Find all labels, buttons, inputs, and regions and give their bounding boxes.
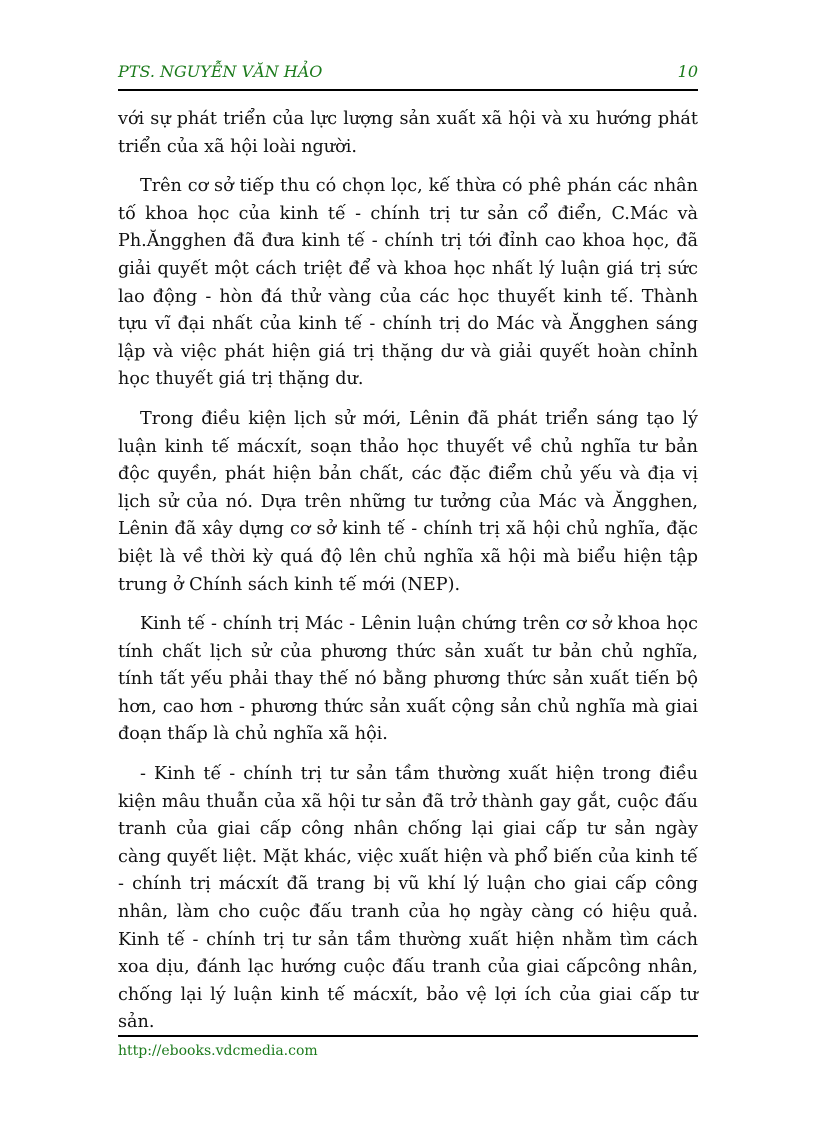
paragraph: Trong điều kiện lịch sử mới, Lênin đã phát triển sáng tạo lý luận kinh tế mácxít, soạn thảo học thuyết về chủ nghĩa tư bản độc quyền, phát hiện bản chất, các đặc điểm chủ yếu và địa vị lịch sử của nó. Dựa trên những tư tưởng của Mác và Ăngghen, Lênin đã xây dựng cơ sở kinh tế - chính trị xã hội chủ nghĩa, đặc biệt là về thời kỳ quá độ lên chủ nghĩa xã hội mà biểu hiện tập trung ở Chính sách kinh tế mới (NEP). xyxy=(118,408,698,595)
paragraph: - Kinh tế - chính trị tư sản tầm thường xuất hiện trong điều kiện mâu thuẫn của xã hội tư sản đã trở thành gay gắt, cuộc đấu tranh của giai cấp công nhân chống lại giai cấp tư sản ngày càng quyết liệt. Mặt khác, việc xuất hiện và phổ biến của kinh tế - chính trị mácxít đã trang bị vũ khí lý luận cho giai cấp công nhân, làm cho cuộc đấu tranh của họ ngày càng có hiệu quả. Kinh tế - chính trị tư sản tầm thường xuất hiện nhằm tìm cách xoa dịu, đánh lạc hướng cuộc đấu tranh của giai cấpcông nhân, chống lại lý luận kinh tế mácxít, bảo vệ lợi ích của giai cấp tư sản. xyxy=(118,764,698,1033)
page-body xyxy=(118,106,698,1049)
footer-link[interactable]: http://ebooks.vdcmedia.com xyxy=(118,1043,318,1059)
paragraph: Kinh tế - chính trị Mác - Lênin luận chứng trên cơ sở khoa học tính chất lịch sử của phương thức sản xuất tư bản chủ nghĩa, tính tất yếu phải thay thế nó bằng phương thức sản xuất tiến bộ hơn, cao hơn - phương thức sản xuất cộng sản chủ nghĩa mà giai đoạn thấp là chủ nghĩa xã hội. xyxy=(118,614,698,745)
footer-divider xyxy=(118,1035,698,1037)
page-header xyxy=(118,62,698,86)
header-divider xyxy=(118,89,698,91)
paragraph-continuation: với sự phát triển của lực lượng sản xuất xã hội và xu hướng phát triển của xã hội loài người. xyxy=(118,109,698,157)
header-author: PTS. NGUYỄN VĂN HẢO xyxy=(118,62,323,81)
page-number: 10 xyxy=(677,62,698,81)
paragraph: Trên cơ sở tiếp thu có chọn lọc, kế thừa có phê phán các nhân tố khoa học của kinh tế - chính trị tư sản cổ điển, C.Mác và Ph.Ăngghen đã đưa kinh tế - chính trị tới đỉnh cao khoa học, đã giải quyết một cách triệt để và khoa học nhất lý luận giá trị sức lao động - hòn đá thử vàng của các học thuyết kinh tế. Thành tựu vĩ đại nhất của kinh tế - chính trị do Mác và Ăngghen sáng lập và việc phát hiện giá trị thặng dư và giải quyết hoàn chỉnh học thuyết giá trị thặng dư. xyxy=(118,176,698,390)
